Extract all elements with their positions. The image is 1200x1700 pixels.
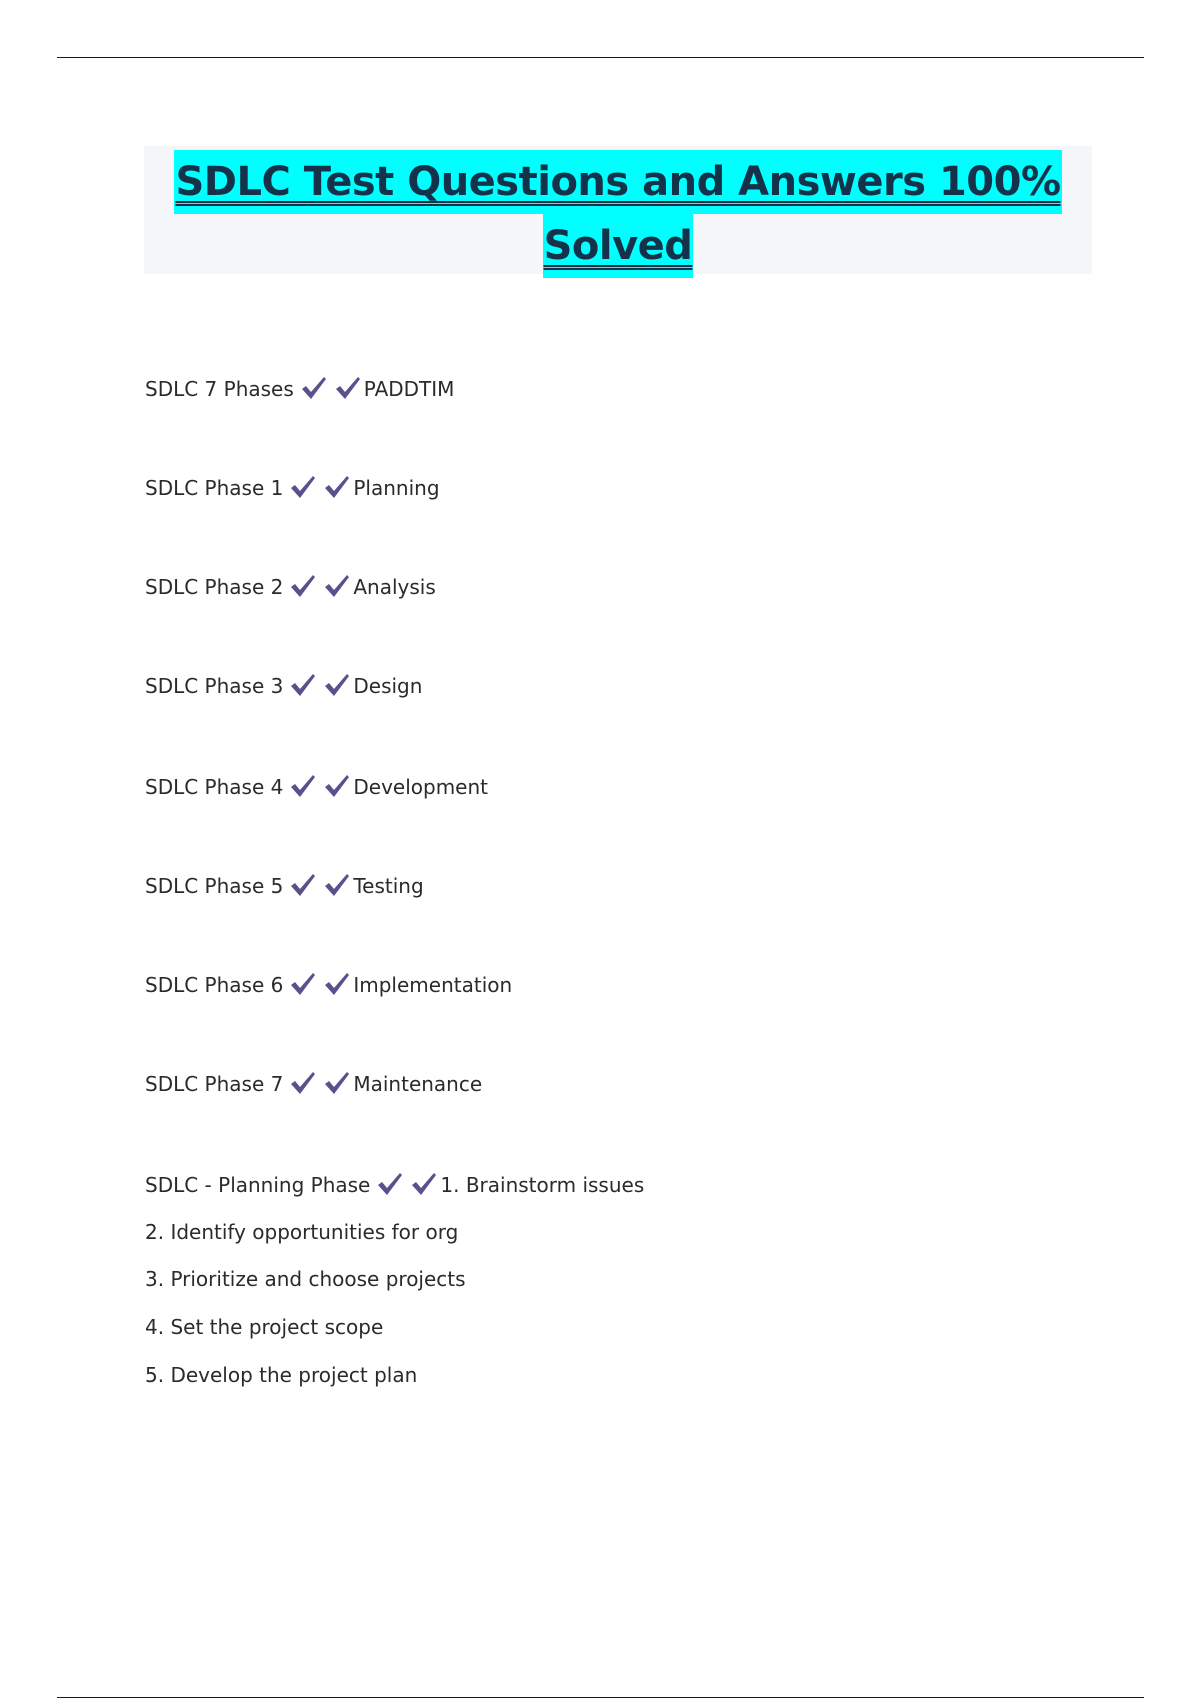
question-text: SDLC - Planning Phase — [145, 1173, 371, 1197]
answer-text: Testing — [353, 874, 424, 898]
question-text: SDLC Phase 6 — [145, 973, 284, 997]
check-icon — [323, 872, 351, 898]
footer-rule — [57, 1697, 1144, 1698]
planning-step: 3. Prioritize and choose projects — [145, 1267, 466, 1291]
check-icon — [289, 474, 317, 500]
check-icon — [410, 1171, 438, 1197]
qa-item — [145, 773, 488, 800]
check-icon — [289, 872, 317, 898]
qa-item — [145, 375, 454, 402]
question-text: SDLC Phase 5 — [145, 874, 284, 898]
check-icon — [376, 1171, 404, 1197]
qa-item — [145, 971, 512, 998]
check-icon — [289, 573, 317, 599]
document-title — [174, 150, 1061, 278]
answer-text: Analysis — [353, 575, 436, 599]
qa-item — [145, 1070, 482, 1097]
check-icon — [323, 474, 351, 500]
qa-item — [145, 474, 440, 501]
check-icon — [289, 672, 317, 698]
title-box — [144, 146, 1092, 274]
answer-text: Development — [353, 775, 488, 799]
check-icon — [323, 773, 351, 799]
question-text: SDLC 7 Phases — [145, 377, 294, 401]
question-text: SDLC Phase 2 — [145, 575, 284, 599]
qa-item — [145, 1171, 644, 1198]
answer-text: 1. Brainstorm issues — [440, 1173, 645, 1197]
answer-text: Implementation — [353, 973, 513, 997]
check-icon — [323, 1070, 351, 1096]
answer-text: PADDTIM — [363, 377, 455, 401]
answer-text: Planning — [353, 476, 440, 500]
check-icon — [323, 672, 351, 698]
check-icon — [323, 971, 351, 997]
check-icon — [323, 573, 351, 599]
question-text: SDLC Phase 7 — [145, 1072, 284, 1096]
answer-text: Design — [353, 674, 423, 698]
qa-item — [145, 573, 436, 600]
question-text: SDLC Phase 1 — [145, 476, 284, 500]
header-rule — [57, 57, 1144, 58]
answer-text: Maintenance — [353, 1072, 483, 1096]
qa-item — [145, 672, 422, 699]
planning-step: 4. Set the project scope — [145, 1315, 384, 1339]
qa-item — [145, 872, 424, 899]
question-text: SDLC Phase 4 — [145, 775, 284, 799]
check-icon — [289, 971, 317, 997]
title-line-1: SDLC Test Questions and Answers 100% — [174, 150, 1061, 214]
check-icon — [289, 773, 317, 799]
planning-step: 5. Develop the project plan — [145, 1363, 418, 1387]
check-icon — [289, 1070, 317, 1096]
check-icon — [300, 375, 328, 401]
check-icon — [334, 375, 362, 401]
question-text: SDLC Phase 3 — [145, 674, 284, 698]
title-line-2: Solved — [543, 214, 694, 278]
planning-step: 2. Identify opportunities for org — [145, 1220, 459, 1244]
